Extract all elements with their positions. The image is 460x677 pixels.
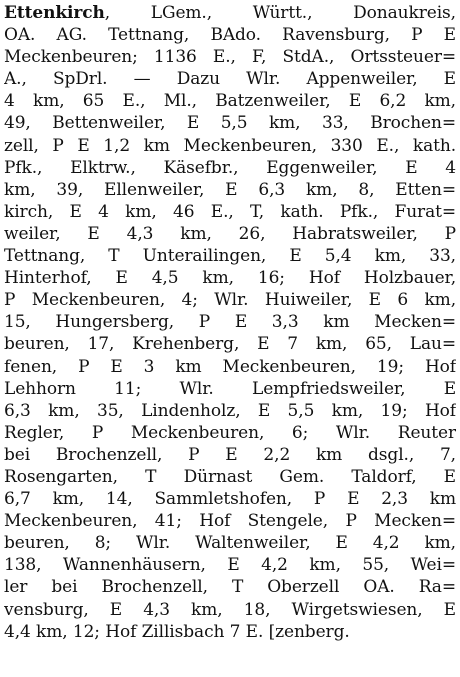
- entry-line: 15, Hungersberg, P E 3,3 km Mecken=: [4, 312, 456, 333]
- entry-line: Rosengarten, T Dürnast Gem. Taldorf, E: [4, 466, 456, 487]
- gazetteer-entry: [4, 2, 456, 643]
- entry-line: bei Brochenzell, P E 2,2 km dsgl., 7,: [4, 444, 456, 465]
- entry-line: OA. AG. Tettnang, BAdo. Ravensburg, P E: [4, 25, 456, 46]
- entry-line: Ettenkirch, LGem., Württ., Donaukreis,: [4, 3, 456, 23]
- entry-line: km, 39, Ellenweiler, E 6,3 km, 8, Etten=: [4, 179, 456, 200]
- entry-line: Regler, P Meckenbeuren, 6; Wlr. Reuter: [4, 422, 456, 443]
- entry-line: fenen, P E 3 km Meckenbeuren, 19; Hof: [4, 356, 456, 377]
- entry-line: 49, Bettenweiler, E 5,5 km, 33, Brochen=: [4, 113, 456, 134]
- entry-line: beuren, 8; Wlr. Waltenweiler, E 4,2 km,: [4, 533, 456, 554]
- entry-line: Hinterhof, E 4,5 km, 16; Hof Holzbauer,: [4, 268, 456, 289]
- entry-line: weiler, E 4,3 km, 26, Habratsweiler, P: [4, 223, 456, 244]
- headword: Ettenkirch: [4, 3, 105, 23]
- entry-line: ler bei Brochenzell, T Oberzell OA. Ra=: [4, 577, 456, 598]
- entry-line: beuren, 17, Krehenberg, E 7 km, 65, Lau=: [4, 334, 456, 355]
- entry-line: Lehhorn 11; Wlr. Lempfriedsweiler, E: [4, 378, 456, 399]
- entry-line: Meckenbeuren; 1136 E., F, StdA., Ortssteuer=: [4, 47, 456, 68]
- entry-line: 4,4 km, 12; Hof Zillisbach 7 E. [zenberg.: [4, 621, 350, 642]
- entry-line: Tettnang, T Unterailingen, E 5,4 km, 33,: [4, 246, 456, 267]
- entry-line: 138, Wannenhäusern, E 4,2 km, 55, Wei=: [4, 555, 456, 576]
- entry-line: P Meckenbeuren, 4; Wlr. Huiweiler, E 6 km,: [4, 290, 456, 311]
- entry-line: A., SpDrl. — Dazu Wlr. Appenweiler, E: [4, 69, 456, 90]
- entry-line: zell, P E 1,2 km Meckenbeuren, 330 E., kath.: [4, 135, 456, 156]
- entry-line: 6,7 km, 14, Sammletshofen, P E 2,3 km: [4, 489, 456, 510]
- entry-line: 6,3 km, 35, Lindenholz, E 5,5 km, 19; Hof: [4, 400, 456, 421]
- entry-line: Meckenbeuren, 41; Hof Stengele, P Mecken=: [4, 511, 456, 532]
- entry-line: 4 km, 65 E., Ml., Batzenweiler, E 6,2 km,: [4, 91, 456, 112]
- entry-line: kirch, E 4 km, 46 E., T, kath. Pfk., Furat=: [4, 201, 456, 222]
- entry-line: Pfk., Elktrw., Käsefbr., Eggenweiler, E 4: [4, 157, 456, 178]
- entry-line: vensburg, E 4,3 km, 18, Wirgetswiesen, E: [4, 599, 456, 620]
